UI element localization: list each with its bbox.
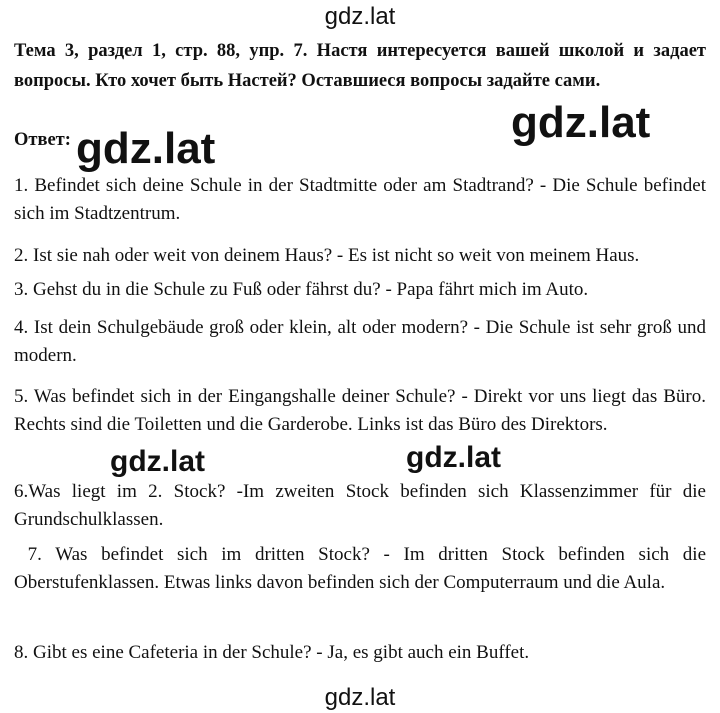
watermark-top: gdz.lat [324,3,396,30]
answer-item-3: 3. Gehst du in die Schule zu Fuß oder fährst du? - Papa fährt mich im Auto. [14,279,589,300]
answer-item-5: 5. Was befindet sich in der Eingangshalle deiner Schule? - Direkt vor uns liegt das Büro. Rechts sind die Toiletten und die Garderobe. Links ist das Büro des Direktors. [14,386,706,435]
answer-label: Ответ: [14,130,71,150]
answer-item-8: 8. Gibt es eine Cafeteria in der Schule? - Ja, es gibt auch ein Buffet. [14,642,530,663]
watermark-bottom: gdz.lat [324,684,396,711]
watermark-right-large: gdz.lat [511,98,651,147]
answer-item-1: 1. Befindet sich deine Schule in der Stadtmitte oder am Stadtrand? - Die Schule befindet sich im Stadtzentrum. [14,175,706,224]
task-heading: Тема 3, раздел 1, стр. 88, упр. 7. Настя интересуется вашей школой и задает вопросы. Кто хочет быть Настей? Оставшиеся вопросы задайте сами. [14,41,706,91]
watermark-mid-left: gdz.lat [110,445,205,478]
watermark-mid-right: gdz.lat [406,441,501,474]
answer-item-6: 6.Was liegt im 2. Stock? -Im zweiten Stock befinden sich Klassenzimmer für die Grundschulklassen. [14,481,706,530]
watermark-left-large: gdz.lat [76,124,216,173]
answer-item-2: 2. Ist sie nah oder weit von deinem Haus? - Es ist nicht so weit von meinem Haus. [14,245,640,266]
answer-item-7: 7. Was befindet sich im dritten Stock? - Im dritten Stock befinden sich die Oberstufenklassen. Etwas links davon befinden sich der Computerraum und die Aula. [14,544,711,593]
answer-item-4: 4. Ist dein Schulgebäude groß oder klein, alt oder modern? - Die Schule ist sehr groß und modern. [14,317,706,366]
